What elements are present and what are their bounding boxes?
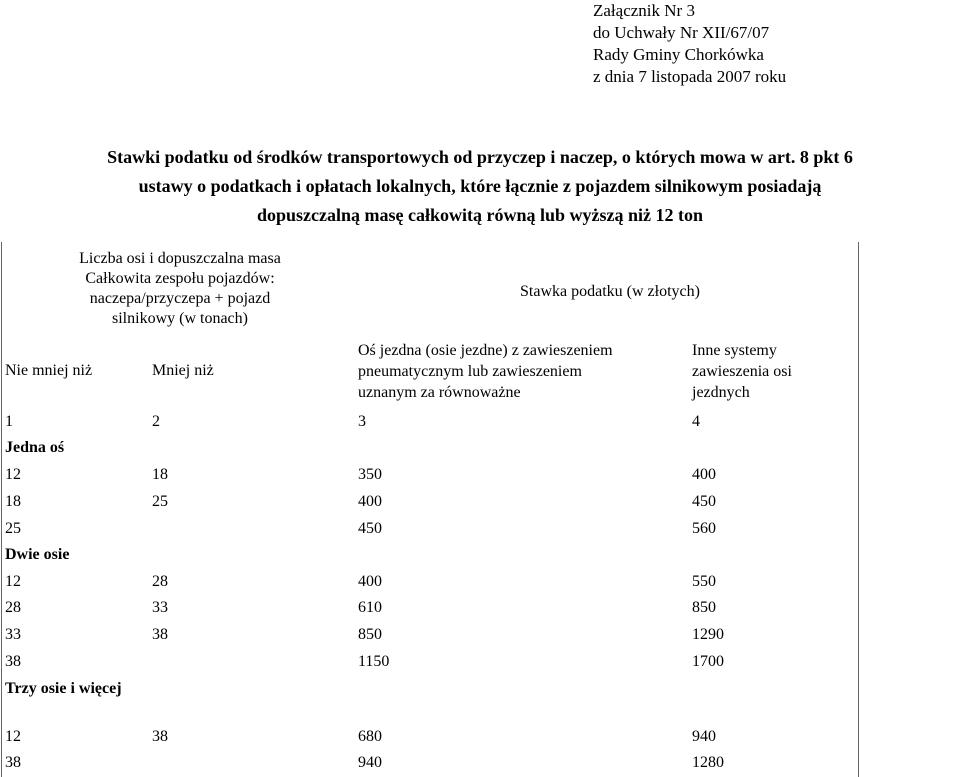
row-rate-pneumatic: 940 [358,754,382,771]
title-line-1: Stawki podatku od środków transportowych od przyczep i naczep, o których mowa w art. 8 pkt 6 [107,147,853,167]
row-rate-other: 940 [692,728,716,745]
row-rate-pneumatic: 680 [358,728,382,745]
row-max: 28 [152,573,168,590]
section-three-axles: Trzy osie i więcej [5,680,122,697]
row-rate-pneumatic: 450 [358,520,382,537]
tax-rates-table [0,242,960,777]
column-number-3: 3 [358,413,366,430]
row-rate-other: 1700 [692,653,724,670]
row-rate-other: 850 [692,599,716,616]
attachment-number: Załącznik Nr 3 [593,1,695,20]
row-rate-other: 1290 [692,626,724,643]
row-min: 12 [5,573,21,590]
row-rate-pneumatic: 850 [358,626,382,643]
row-rate-other: 550 [692,573,716,590]
row-rate-pneumatic: 400 [358,573,382,590]
row-max: 33 [152,599,168,616]
attachment-note [593,0,786,88]
title-line-3: dopuszczalną masę całkowitą równą lub wyższą niż 12 ton [256,205,703,225]
row-min: 33 [5,626,21,643]
row-rate-other: 400 [692,466,716,483]
row-min: 38 [5,754,21,771]
table-border-left [1,242,2,777]
column-other-suspension: Inne systemy zawieszenia osi jezdnych [692,342,792,401]
row-rate-other: 1280 [692,754,724,771]
row-rate-pneumatic: 400 [358,493,382,510]
row-max: 25 [152,493,168,510]
header-tax-rate: Stawka podatku (w złotych) [520,283,700,300]
row-rate-pneumatic: 1150 [358,653,390,670]
row-min: 25 [5,520,21,537]
column-pneumatic-suspension: Oś jezdna (osie jezdne) z zawieszeniem pneumatycznym lub zawieszeniem uznanym za równoważne [358,342,613,401]
council-name: Rady Gminy Chorkówka [593,45,764,64]
row-rate-pneumatic: 610 [358,599,382,616]
header-axles-weight: Liczba osi i dopuszczalna masa Całkowita zespołu pojazdów: naczepa/przyczepa + pojazd silnikowy (w tonach) [79,250,281,327]
section-one-axle: Jedna oś [5,439,65,456]
row-max: 18 [152,466,168,483]
column-min-weight: Nie mniej niż [5,362,93,379]
row-rate-pneumatic: 350 [358,466,382,483]
resolution-date: z dnia 7 listopada 2007 roku [593,67,787,86]
resolution-number: do Uchwały Nr XII/67/07 [593,23,770,42]
row-rate-other: 450 [692,493,716,510]
row-max: 38 [152,626,168,643]
column-number-2: 2 [152,413,160,430]
column-number-4: 4 [692,413,700,430]
row-min: 12 [5,728,21,745]
column-number-1: 1 [5,413,13,430]
row-min: 28 [5,599,21,616]
title-line-2: ustawy o podatkach i opłatach lokalnych, które łącznie z pojazdem silnikowym posiadają [138,176,822,196]
section-two-axles: Dwie osie [5,546,70,563]
row-min: 18 [5,493,21,510]
row-rate-other: 560 [692,520,716,537]
column-max-weight: Mniej niż [152,362,214,379]
row-min: 38 [5,653,21,670]
document-title [0,143,960,230]
row-min: 12 [5,466,21,483]
table-border-right [858,242,859,777]
row-max: 38 [152,728,168,745]
